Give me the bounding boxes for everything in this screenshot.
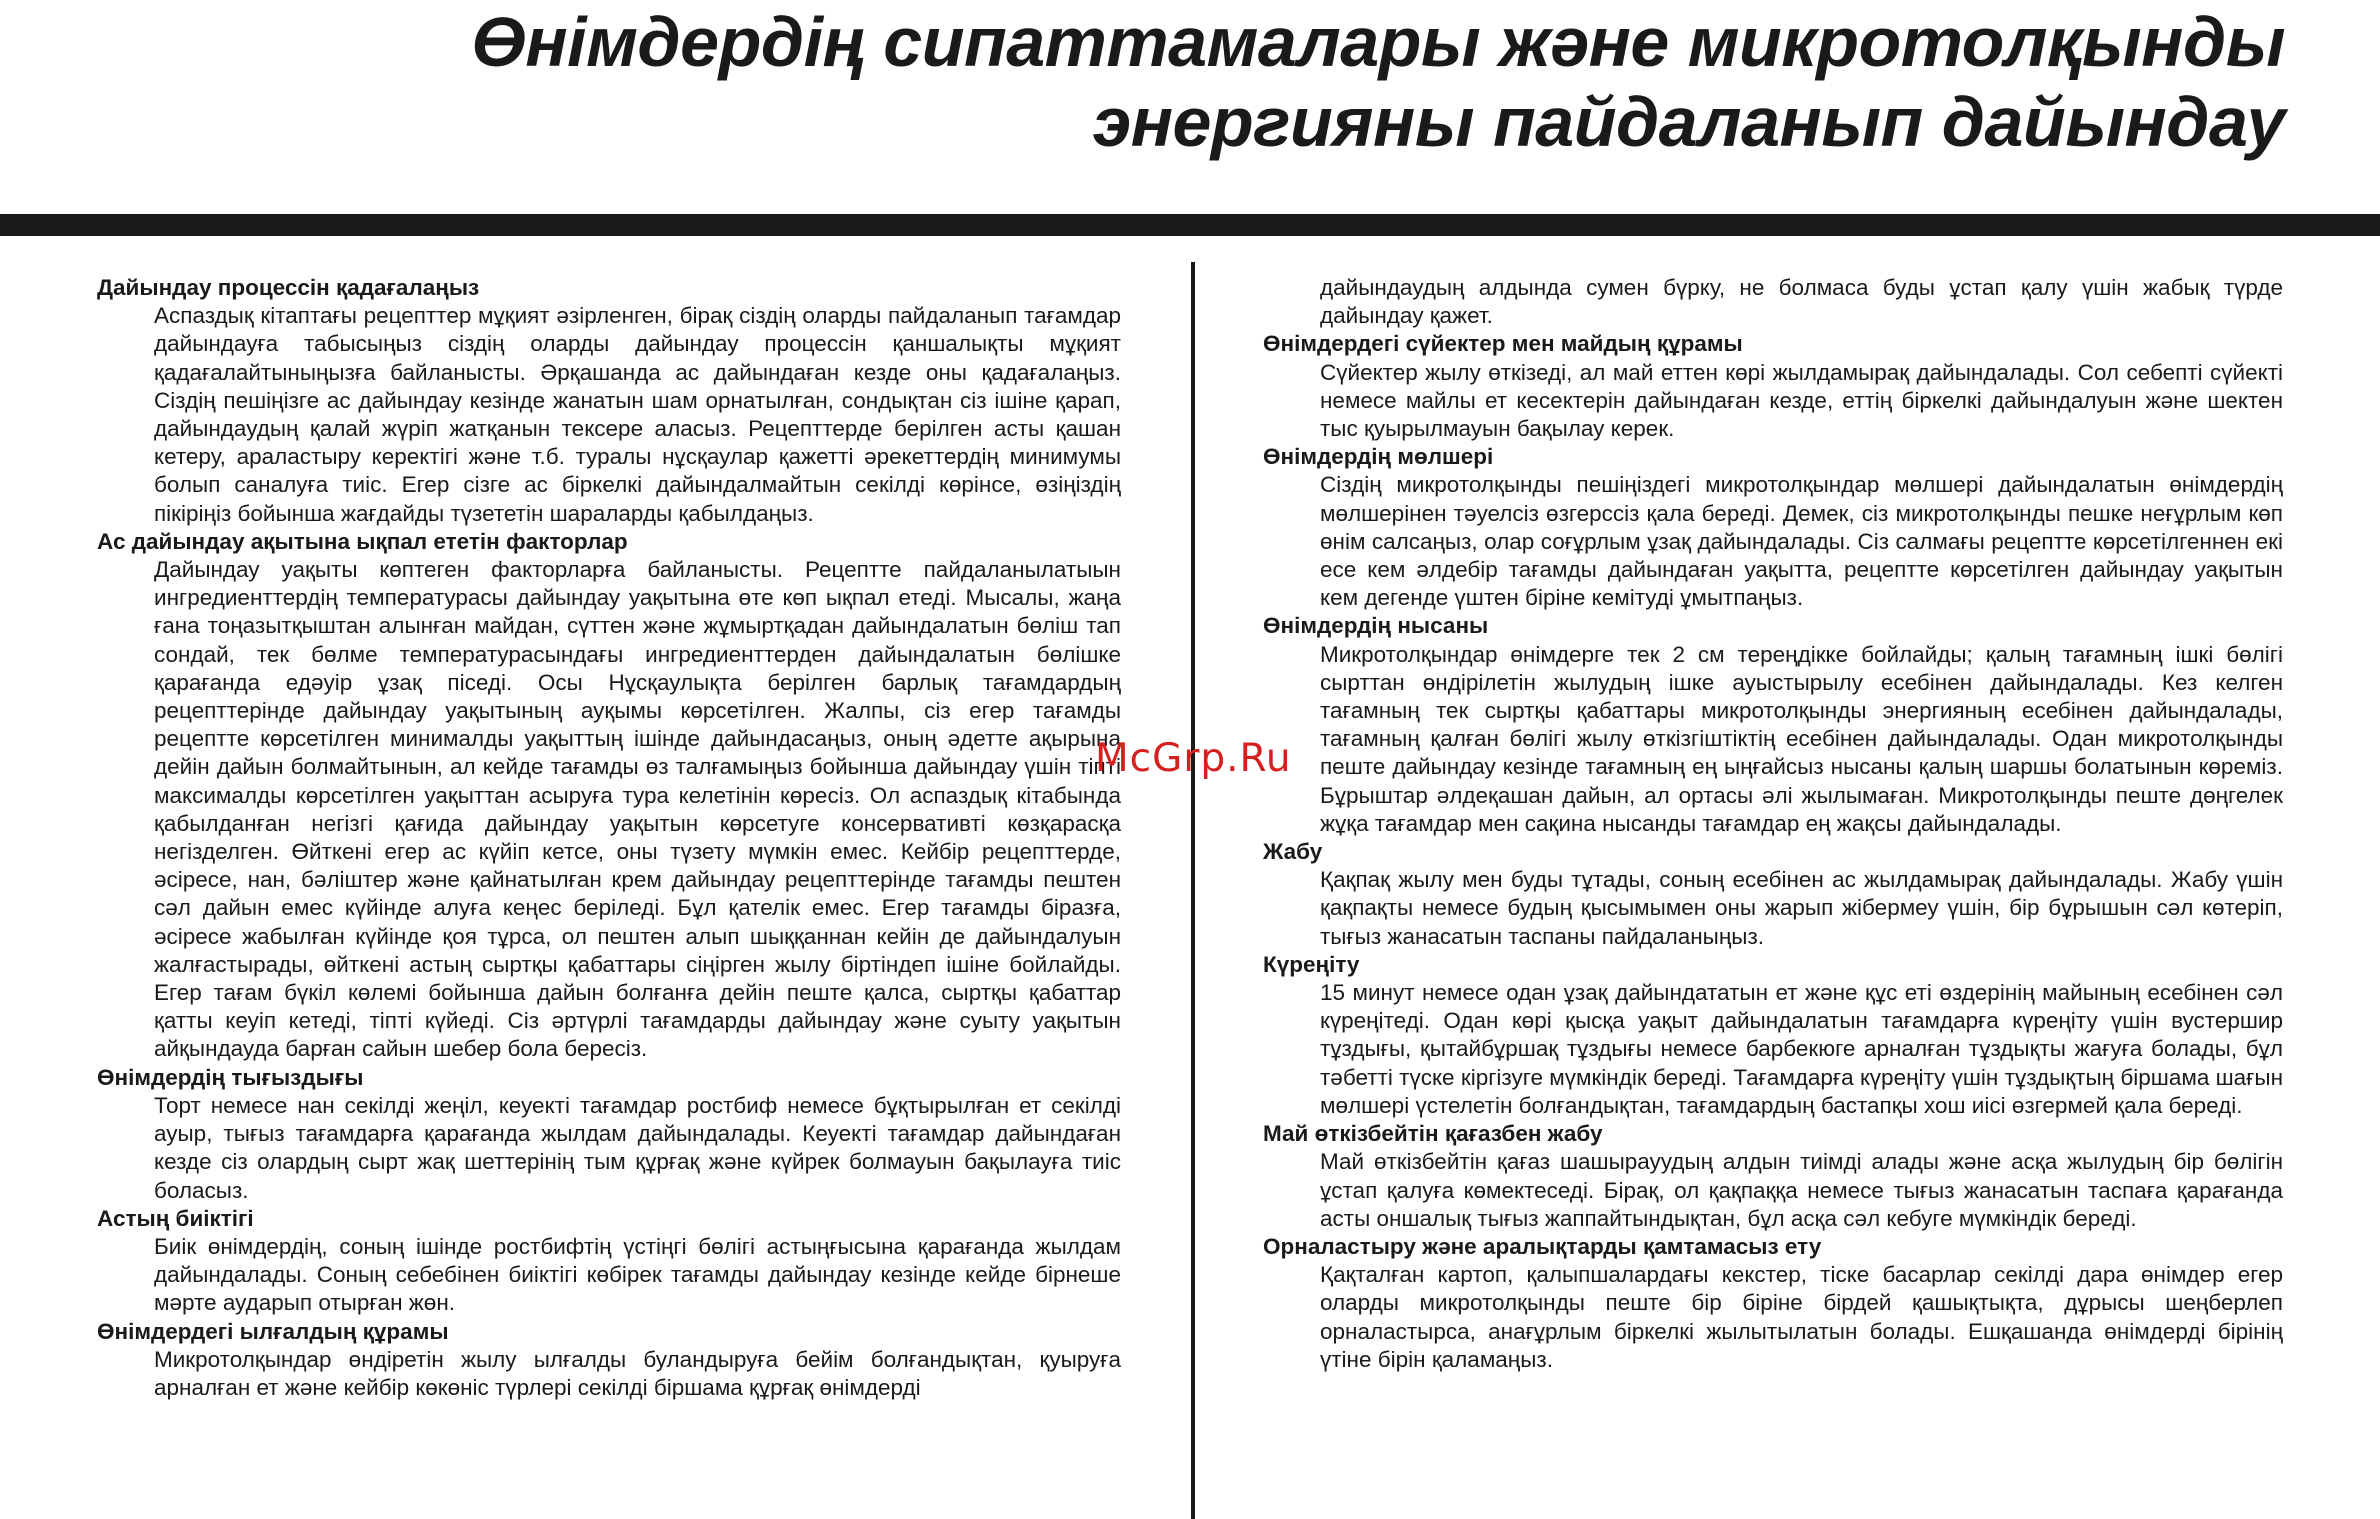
- section-heading: Өнімдердің тығыздығы: [97, 1064, 364, 1090]
- page-title-line-1: Өнімдердің сипаттамалары және микротолқынды: [471, 3, 2285, 81]
- section-body: 15 минут немесе одан ұзақ дайындататын ет және құс еті өздерінің майының есебінен сәл күреңітеді. Одан көрі қысқа уақыт дайындалатын тағамдарға күреңіту үшін вустершир тұздығы, қытайбұршақ тұздығы немесе барбекюге арналған тұздықты жағуға болады, бұл тәбетті түске кіргізуге мүмкіндік береді. Тағамдарға күреңіту үшін тұздықтың біршама шағын мөлшері үстелетін болғандықтан, тағамдардың бастапқы хош иісі өзгермей қала береді.: [1320, 980, 2283, 1118]
- section-body: Биік өнімдердің, соның ішінде ростбифтің үстіңгі бөлігі астыңғысына қарағанда жылдам дайындалады. Соның себебінен биіктігі көбірек тағамды дайындау кезінде кейде бірнеше мәрте аударып отырған жөн.: [154, 1233, 1121, 1316]
- section-browning: [1263, 951, 2283, 1120]
- section-body: Торт немесе нан секілді жеңіл, кеуекті тағамдар ростбиф немесе бұқтырылған ет секілді ауыр, тығыз тағамдарға қарағанда жылдам дайындалады. Кеуекті тағамдар дайындаған кезде сіз олардың сырт жақ шеттерінің тым құрғақ және күйрек болмауын бақылауға тиіс боласыз.: [154, 1092, 1121, 1203]
- section-heading: Дайындау процессін қадағалаңыз: [97, 275, 480, 300]
- section-heading: Жабу: [1263, 839, 1323, 865]
- section-body: Микротолқындар өнімдерге тек 2 см тереңдікке бойлайды; қалың тағамның ішкі бөлігі сырттан өндірілетін жылудың ішке ауыстырылу есебінен дайындалады. Кез келген тағамның тек сыртқы қабаттары микротолқынды энергияның есебінен дайындалады, тағамның қалған бөлігі жылу өткізгіштіктің есебінен дайындалады. Одан микротолқынды пеште дайындау кезінде тағамның ең ыңғайсыз нысаны қалың шаршы болатынын көреміз. Бұрыштар әлдеқашан дайын, ал ортасы әлі жылымаған. Микротолқынды пеште дөңгелек жұқа тағамдар мен сақина нысанды тағамдар ең жақсы дайындалады.: [1320, 641, 2283, 836]
- section-heading: Өнімдердегі ылғалдың құрамы: [97, 1318, 449, 1344]
- section-body: Микротолқындар өндіретін жылу ылғалды буландыруға бейім болғандықтан, қуыруға арналған ет және кейбір көкөніс түрлері секілді біршама құрғақ өнімдерді: [154, 1346, 1121, 1400]
- section-moisture-content: [97, 1318, 1121, 1403]
- section-heading: Астың биіктігі: [97, 1205, 254, 1231]
- section-body: Қақталған картоп, қалыпшалардағы кекстер, тіске басарлар секілді дара өнімдер егер оларды микротолқынды пеште бір біріне бірдей қашықтықта, дұрысы шеңберлеп орналастырса, анағұрлым біркелкі жылытылатын болады. Ешқашанда өнімдерді бірінің үтіне бірін қаламаңыз.: [1320, 1262, 2283, 1372]
- section-heading: Күреңіту: [1263, 951, 1360, 977]
- column-divider: [1191, 262, 1195, 1519]
- section-body: Май өткізбейтін қағаз шашырауудың алдын тиімді алады және асқа жылудың бір бөлігін ұстап қалуға көмектеседі. Бірақ, ол қақпаққа немесе тығыз жанасатын таспаға қарағанда асты оншалық тығыз жаппайтындықтан, бұл асқа сәл кебуге мүмкіндік береді.: [1320, 1149, 2283, 1231]
- right-column: [1263, 274, 2283, 1374]
- section-heading: Өнімдердің мөлшері: [1263, 444, 1494, 470]
- section-body: Сіздің микротолқынды пешіңіздегі микротолқындар мөлшері дайындалатын өнімдердің мөлшерінен тәуелсіз өзгерссіз қала береді. Демек, сіз микротолқынды пешке неғұрлым көп өнім салсаңыз, олар соғұрлым ұзақ дайындалады. Сіз салмағы рецептте көрсетілгеннен екі есе кем әлдебір тағамды дайындаған уақытта, рецептте көрсетілген дайындау уақытын кем дегенде үштен біріне кемітуді ұмытпаңыз.: [1320, 472, 2283, 611]
- section-wax-paper: [1263, 1120, 2283, 1233]
- header-rule: [0, 214, 2380, 236]
- section-food-quantity: [1263, 443, 2283, 612]
- section-cooking-control: [97, 274, 1121, 528]
- page-title: [471, 2, 2285, 162]
- section-heading: Ас дайындау ақытына ықпал ететін факторлар: [97, 528, 628, 554]
- section-food-density: [97, 1064, 1121, 1205]
- section-body: Дайындау уақыты көптеген факторларға байланысты. Рецептте пайдаланылатыын ингредиенттердің температурасы дайындау уақытына өте көп ықпал етеді. Мысалы, жаңа ғана тоңазытқыштан алынған майдан, сүттен және жұмыртқадан дайындалатын бөліш тап сондай, тек бөлме температурасындағы ингредиенттерден дайындалатын бөлішке қарағанда едәуір ұзақ піседі. Осы Нұсқаулықта берілген барлық тағамдардың рецепттерінде дайындау уақытының ауқымы көрсетілген. Жалпы, сіз егер тағамды рецептте көрсетілген минималды уақыттың ішінде дайындасаңыз, оның әдетте ақырына дейін дайын болмайтынын, ал кейде тағамды өз талғамыңыз бойынша дайындау үшін тіпті максималды көрсетілген уақыттан асыруға тура келетінін көресіз. Ол аспаздық кітабында қабылданған негізгі қағида дайындау уақытын көрсетуге консервативті көзқарасқа негізделген. Өйткені егер ас күйіп кетсе, оны түзету мүмкін емес. Кейбір рецепттерде, әсіресе, нан, бәліштер және қайнатылған крем дайындау рецепттерінде тағамды пештен сәл дайын емес күйінде алуға кеңес беріледі. Бұл қателік емес. Егер тағамды біразға, әсіресе жабылған күйінде қоя тұрса, ол пештен алып шыққаннан кейін де дайындалуын жалғастырады, өйткені астың сыртқы қабаттары сіңірген жылу біртіндеп ішіне бойлайды. Егер тағам бүкіл көлемі бойынша дайын болғанға дейін пеште қалса, сыртқы қабаттар қатты кеуіп кетеді, тіпті күйеді. Сіз әртүрлі тағамдарды дайындау және суыту уақытын айқындауда барған сайын шебер бола бересіз.: [154, 557, 1121, 1062]
- section-body: Аспаздық кітаптағы рецепттер мұқият әзірленген, бірақ сіздің оларды пайдаланып тағамдар дайындауға табысыңыз сіздің оларды дайындау процессін қаншалықты мұқият қадағалайтыныңызға байланысты. Әрқашанда ас дайындаған кезде оны қадағалаңыз. Сіздің пешіңізге ас дайындау кезінде жанатын шам орнатылған, сондықтан сіз ішіне қарап, дайындаудың қалай жүріп жатқанын тексере аласыз. Рецепттерде берілген асты қашан кетеру, араластыру керектігі және т.б. туралы нұсқаулар қажетті әрекеттердің минимумы болып саналуға тиіс. Егер сізге ас біркелкі дайындалмайтын секілді көрінсе, өзіңіздің пікіріңіз бойынша жағдайды түзететін шараларды қабылдаңыз.: [154, 303, 1121, 526]
- section-body: Қақпақ жылу мен буды тұтады, соның есебінен ас жылдамырақ дайындалады. Жабу үшін қақпақты немесе будың қысымымен оны жарып жібермеу үшін, бір бұрышын сәл көтеріп, тығыз жанасатын таспаны пайдаланыңыз.: [1320, 867, 2283, 949]
- section-food-height: [97, 1205, 1121, 1318]
- page-title-line-2: энергияны пайдаланып дайындау: [1092, 83, 2285, 161]
- section-cooking-time-factors: [97, 528, 1121, 1064]
- section-body: Сүйектер жылу өткізеді, ал май еттен көрі жылдамырақ дайындалады. Сол себепті сүйекті немесе майлы ет кесектерін дайындаған кезде, еттің біркелкі дайындалуын және шектен тыс қуырылмауын бақылау керек.: [1320, 359, 2283, 442]
- continued-text: дайындаудың алдында сумен бүрку, не болмаса буды ұстап қалу үшін жабық түрде дайындау қажет.: [1320, 275, 2283, 329]
- section-covering: [1263, 838, 2283, 951]
- section-heading: Май өткізбейтін қағазбен жабу: [1263, 1121, 1603, 1147]
- section-heading: Орналастыру және аралықтарды қамтамасыз ету: [1263, 1233, 1822, 1259]
- section-bones-fat: [1263, 330, 2283, 443]
- section-heading: Өнімдердің нысаны: [1263, 613, 1489, 639]
- section-arrangement: [1263, 1233, 2283, 1374]
- watermark-text: McGrp.Ru: [1095, 736, 1292, 781]
- left-column: [97, 274, 1121, 1402]
- section-heading: Өнімдердегі сүйектер мен майдың құрамы: [1263, 331, 1743, 357]
- section-food-shape: [1263, 612, 2283, 838]
